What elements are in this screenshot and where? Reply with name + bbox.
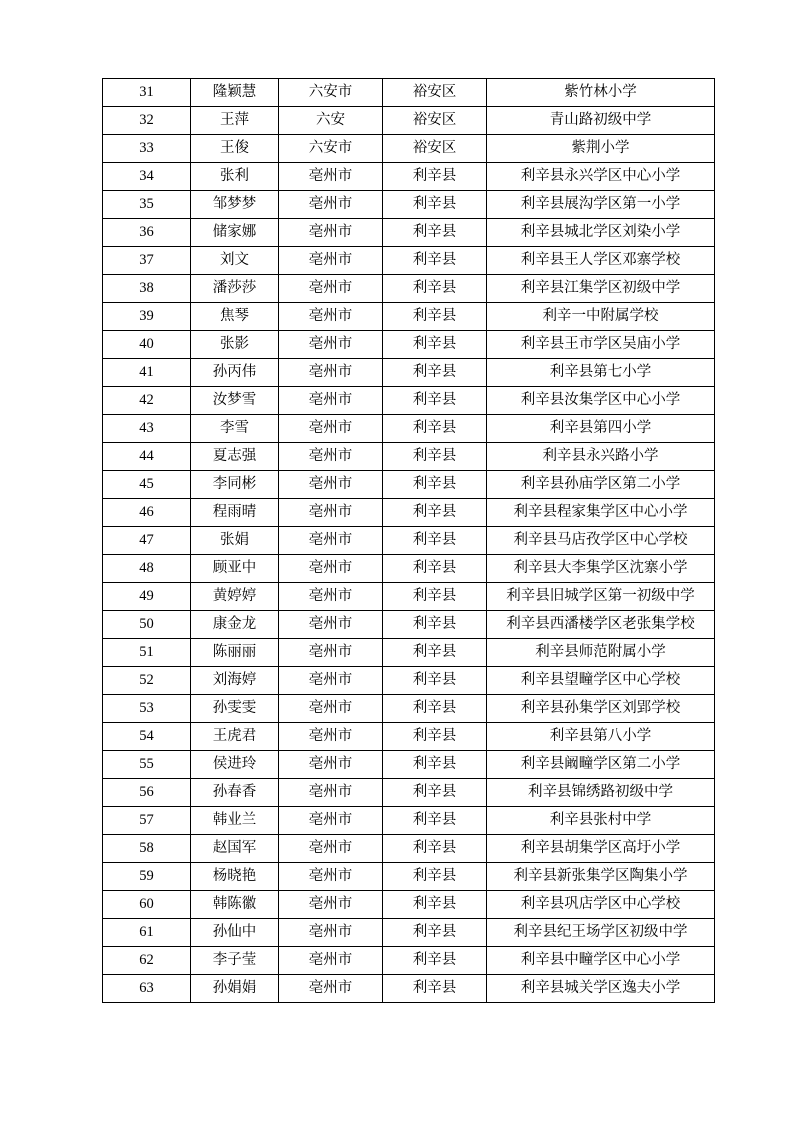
table-row xyxy=(103,583,715,611)
cell-district: 利辛县 xyxy=(383,779,487,807)
cell-district: 裕安区 xyxy=(383,135,487,163)
cell-person-name: 焦琴 xyxy=(191,303,279,331)
cell-serial-number: 46 xyxy=(103,499,191,527)
cell-district: 利辛县 xyxy=(383,443,487,471)
cell-person-name: 侯进玲 xyxy=(191,751,279,779)
cell-city: 亳州市 xyxy=(279,919,383,947)
cell-person-name: 夏志强 xyxy=(191,443,279,471)
cell-district: 利辛县 xyxy=(383,695,487,723)
cell-city: 亳州市 xyxy=(279,723,383,751)
cell-district: 利辛县 xyxy=(383,387,487,415)
table-row xyxy=(103,919,715,947)
table-row xyxy=(103,639,715,667)
cell-serial-number: 62 xyxy=(103,947,191,975)
cell-serial-number: 36 xyxy=(103,219,191,247)
cell-city: 亳州市 xyxy=(279,471,383,499)
cell-school: 利辛县第八小学 xyxy=(487,723,715,751)
cell-person-name: 汝梦雪 xyxy=(191,387,279,415)
cell-school: 利辛县永兴路小学 xyxy=(487,443,715,471)
table-row xyxy=(103,835,715,863)
cell-serial-number: 38 xyxy=(103,275,191,303)
cell-school: 利辛县王市学区吴庙小学 xyxy=(487,331,715,359)
cell-school: 利辛县纪王场学区初级中学 xyxy=(487,919,715,947)
cell-city: 亳州市 xyxy=(279,555,383,583)
cell-school: 利辛县胡集学区高圩小学 xyxy=(487,835,715,863)
cell-serial-number: 52 xyxy=(103,667,191,695)
cell-city: 亳州市 xyxy=(279,695,383,723)
cell-city: 亳州市 xyxy=(279,527,383,555)
cell-serial-number: 51 xyxy=(103,639,191,667)
cell-district: 利辛县 xyxy=(383,471,487,499)
table-row xyxy=(103,163,715,191)
cell-person-name: 孙娟娟 xyxy=(191,975,279,1003)
roster-table-body xyxy=(103,79,715,1003)
table-row xyxy=(103,107,715,135)
table-row xyxy=(103,863,715,891)
cell-district: 利辛县 xyxy=(383,863,487,891)
cell-school: 利辛县中疃学区中心小学 xyxy=(487,947,715,975)
cell-city: 亳州市 xyxy=(279,611,383,639)
table-row xyxy=(103,499,715,527)
cell-person-name: 潘莎莎 xyxy=(191,275,279,303)
cell-serial-number: 63 xyxy=(103,975,191,1003)
cell-city: 六安市 xyxy=(279,79,383,107)
cell-city: 亳州市 xyxy=(279,667,383,695)
cell-district: 利辛县 xyxy=(383,527,487,555)
table-row xyxy=(103,527,715,555)
cell-serial-number: 47 xyxy=(103,527,191,555)
cell-person-name: 李同彬 xyxy=(191,471,279,499)
cell-district: 利辛县 xyxy=(383,835,487,863)
table-row xyxy=(103,975,715,1003)
cell-school: 青山路初级中学 xyxy=(487,107,715,135)
cell-person-name: 李雪 xyxy=(191,415,279,443)
cell-serial-number: 40 xyxy=(103,331,191,359)
cell-person-name: 黄婷婷 xyxy=(191,583,279,611)
cell-serial-number: 53 xyxy=(103,695,191,723)
cell-city: 亳州市 xyxy=(279,303,383,331)
cell-person-name: 康金龙 xyxy=(191,611,279,639)
cell-serial-number: 44 xyxy=(103,443,191,471)
cell-school: 利辛县张村中学 xyxy=(487,807,715,835)
table-row xyxy=(103,247,715,275)
cell-district: 利辛县 xyxy=(383,359,487,387)
cell-person-name: 孙丙伟 xyxy=(191,359,279,387)
cell-district: 利辛县 xyxy=(383,667,487,695)
table-row xyxy=(103,191,715,219)
cell-serial-number: 57 xyxy=(103,807,191,835)
cell-district: 利辛县 xyxy=(383,275,487,303)
cell-city: 亳州市 xyxy=(279,275,383,303)
table-row xyxy=(103,303,715,331)
cell-city: 六安市 xyxy=(279,135,383,163)
cell-school: 利辛县巩店学区中心学校 xyxy=(487,891,715,919)
cell-district: 利辛县 xyxy=(383,499,487,527)
cell-city: 亳州市 xyxy=(279,415,383,443)
cell-serial-number: 35 xyxy=(103,191,191,219)
cell-person-name: 王萍 xyxy=(191,107,279,135)
cell-city: 亳州市 xyxy=(279,779,383,807)
cell-city: 亳州市 xyxy=(279,191,383,219)
roster-table xyxy=(102,78,715,1003)
cell-serial-number: 39 xyxy=(103,303,191,331)
cell-serial-number: 32 xyxy=(103,107,191,135)
cell-city: 亳州市 xyxy=(279,975,383,1003)
cell-serial-number: 43 xyxy=(103,415,191,443)
cell-district: 利辛县 xyxy=(383,415,487,443)
cell-district: 利辛县 xyxy=(383,219,487,247)
cell-person-name: 王虎君 xyxy=(191,723,279,751)
cell-school: 利辛县锦绣路初级中学 xyxy=(487,779,715,807)
cell-person-name: 杨晓艳 xyxy=(191,863,279,891)
cell-district: 利辛县 xyxy=(383,247,487,275)
cell-district: 利辛县 xyxy=(383,163,487,191)
cell-person-name: 顾亚中 xyxy=(191,555,279,583)
cell-school: 利辛县新张集学区陶集小学 xyxy=(487,863,715,891)
table-row xyxy=(103,387,715,415)
cell-school: 利辛县旧城学区第一初级中学 xyxy=(487,583,715,611)
table-row xyxy=(103,471,715,499)
cell-person-name: 程雨晴 xyxy=(191,499,279,527)
cell-person-name: 张利 xyxy=(191,163,279,191)
cell-school: 利辛县西潘楼学区老张集学校 xyxy=(487,611,715,639)
cell-city: 亳州市 xyxy=(279,163,383,191)
cell-person-name: 孙春香 xyxy=(191,779,279,807)
cell-school: 利辛县展沟学区第一小学 xyxy=(487,191,715,219)
cell-city: 亳州市 xyxy=(279,359,383,387)
cell-district: 利辛县 xyxy=(383,723,487,751)
table-row xyxy=(103,891,715,919)
cell-city: 亳州市 xyxy=(279,219,383,247)
cell-city: 亳州市 xyxy=(279,247,383,275)
cell-person-name: 储家娜 xyxy=(191,219,279,247)
cell-serial-number: 54 xyxy=(103,723,191,751)
cell-serial-number: 48 xyxy=(103,555,191,583)
table-row xyxy=(103,555,715,583)
cell-serial-number: 60 xyxy=(103,891,191,919)
cell-city: 亳州市 xyxy=(279,863,383,891)
cell-city: 亳州市 xyxy=(279,583,383,611)
cell-person-name: 陈丽丽 xyxy=(191,639,279,667)
table-row xyxy=(103,807,715,835)
cell-district: 利辛县 xyxy=(383,919,487,947)
table-row xyxy=(103,275,715,303)
table-row xyxy=(103,751,715,779)
table-row xyxy=(103,695,715,723)
cell-person-name: 赵国军 xyxy=(191,835,279,863)
cell-district: 利辛县 xyxy=(383,331,487,359)
cell-school: 利辛县马店孜学区中心学校 xyxy=(487,527,715,555)
cell-district: 利辛县 xyxy=(383,807,487,835)
cell-district: 利辛县 xyxy=(383,751,487,779)
cell-district: 利辛县 xyxy=(383,191,487,219)
cell-city: 亳州市 xyxy=(279,499,383,527)
cell-district: 裕安区 xyxy=(383,107,487,135)
table-row xyxy=(103,331,715,359)
cell-school: 利辛县永兴学区中心小学 xyxy=(487,163,715,191)
cell-person-name: 刘海婷 xyxy=(191,667,279,695)
cell-city: 亳州市 xyxy=(279,947,383,975)
cell-person-name: 韩业兰 xyxy=(191,807,279,835)
cell-serial-number: 49 xyxy=(103,583,191,611)
cell-school: 利辛县第四小学 xyxy=(487,415,715,443)
cell-person-name: 张娟 xyxy=(191,527,279,555)
cell-school: 利辛县第七小学 xyxy=(487,359,715,387)
cell-serial-number: 50 xyxy=(103,611,191,639)
table-row xyxy=(103,611,715,639)
cell-school: 利辛县孙集学区刘郢学校 xyxy=(487,695,715,723)
cell-serial-number: 42 xyxy=(103,387,191,415)
cell-school: 利辛县望疃学区中心学校 xyxy=(487,667,715,695)
cell-person-name: 邹梦梦 xyxy=(191,191,279,219)
table-row xyxy=(103,79,715,107)
cell-serial-number: 45 xyxy=(103,471,191,499)
cell-serial-number: 34 xyxy=(103,163,191,191)
cell-district: 裕安区 xyxy=(383,79,487,107)
cell-school: 紫竹林小学 xyxy=(487,79,715,107)
cell-district: 利辛县 xyxy=(383,303,487,331)
table-row xyxy=(103,415,715,443)
cell-district: 利辛县 xyxy=(383,583,487,611)
cell-school: 紫荆小学 xyxy=(487,135,715,163)
cell-person-name: 隆颖慧 xyxy=(191,79,279,107)
cell-serial-number: 58 xyxy=(103,835,191,863)
table-row xyxy=(103,135,715,163)
cell-school: 利辛县王人学区邓寨学校 xyxy=(487,247,715,275)
cell-district: 利辛县 xyxy=(383,639,487,667)
cell-person-name: 孙仙中 xyxy=(191,919,279,947)
cell-city: 亳州市 xyxy=(279,891,383,919)
cell-serial-number: 59 xyxy=(103,863,191,891)
cell-school: 利辛县阚疃学区第二小学 xyxy=(487,751,715,779)
cell-city: 亳州市 xyxy=(279,835,383,863)
cell-school: 利辛县汝集学区中心小学 xyxy=(487,387,715,415)
cell-person-name: 张影 xyxy=(191,331,279,359)
cell-person-name: 李子莹 xyxy=(191,947,279,975)
cell-serial-number: 31 xyxy=(103,79,191,107)
table-row xyxy=(103,359,715,387)
cell-school: 利辛一中附属学校 xyxy=(487,303,715,331)
cell-person-name: 韩陈徽 xyxy=(191,891,279,919)
cell-city: 亳州市 xyxy=(279,387,383,415)
table-row xyxy=(103,219,715,247)
table-row xyxy=(103,947,715,975)
cell-city: 六安 xyxy=(279,107,383,135)
cell-city: 亳州市 xyxy=(279,807,383,835)
cell-city: 亳州市 xyxy=(279,639,383,667)
cell-school: 利辛县师范附属小学 xyxy=(487,639,715,667)
table-row xyxy=(103,779,715,807)
cell-district: 利辛县 xyxy=(383,555,487,583)
cell-serial-number: 41 xyxy=(103,359,191,387)
cell-school: 利辛县城北学区刘染小学 xyxy=(487,219,715,247)
cell-district: 利辛县 xyxy=(383,975,487,1003)
table-row xyxy=(103,723,715,751)
cell-city: 亳州市 xyxy=(279,331,383,359)
cell-school: 利辛县程家集学区中心小学 xyxy=(487,499,715,527)
cell-district: 利辛县 xyxy=(383,891,487,919)
cell-serial-number: 55 xyxy=(103,751,191,779)
cell-serial-number: 61 xyxy=(103,919,191,947)
cell-serial-number: 33 xyxy=(103,135,191,163)
cell-district: 利辛县 xyxy=(383,947,487,975)
cell-school: 利辛县江集学区初级中学 xyxy=(487,275,715,303)
table-row xyxy=(103,667,715,695)
cell-district: 利辛县 xyxy=(383,611,487,639)
cell-city: 亳州市 xyxy=(279,443,383,471)
table-row xyxy=(103,443,715,471)
cell-person-name: 刘文 xyxy=(191,247,279,275)
cell-school: 利辛县孙庙学区第二小学 xyxy=(487,471,715,499)
cell-serial-number: 56 xyxy=(103,779,191,807)
cell-serial-number: 37 xyxy=(103,247,191,275)
cell-person-name: 孙雯雯 xyxy=(191,695,279,723)
cell-school: 利辛县城关学区逸夫小学 xyxy=(487,975,715,1003)
cell-school: 利辛县大李集学区沈寨小学 xyxy=(487,555,715,583)
cell-city: 亳州市 xyxy=(279,751,383,779)
cell-person-name: 王俊 xyxy=(191,135,279,163)
